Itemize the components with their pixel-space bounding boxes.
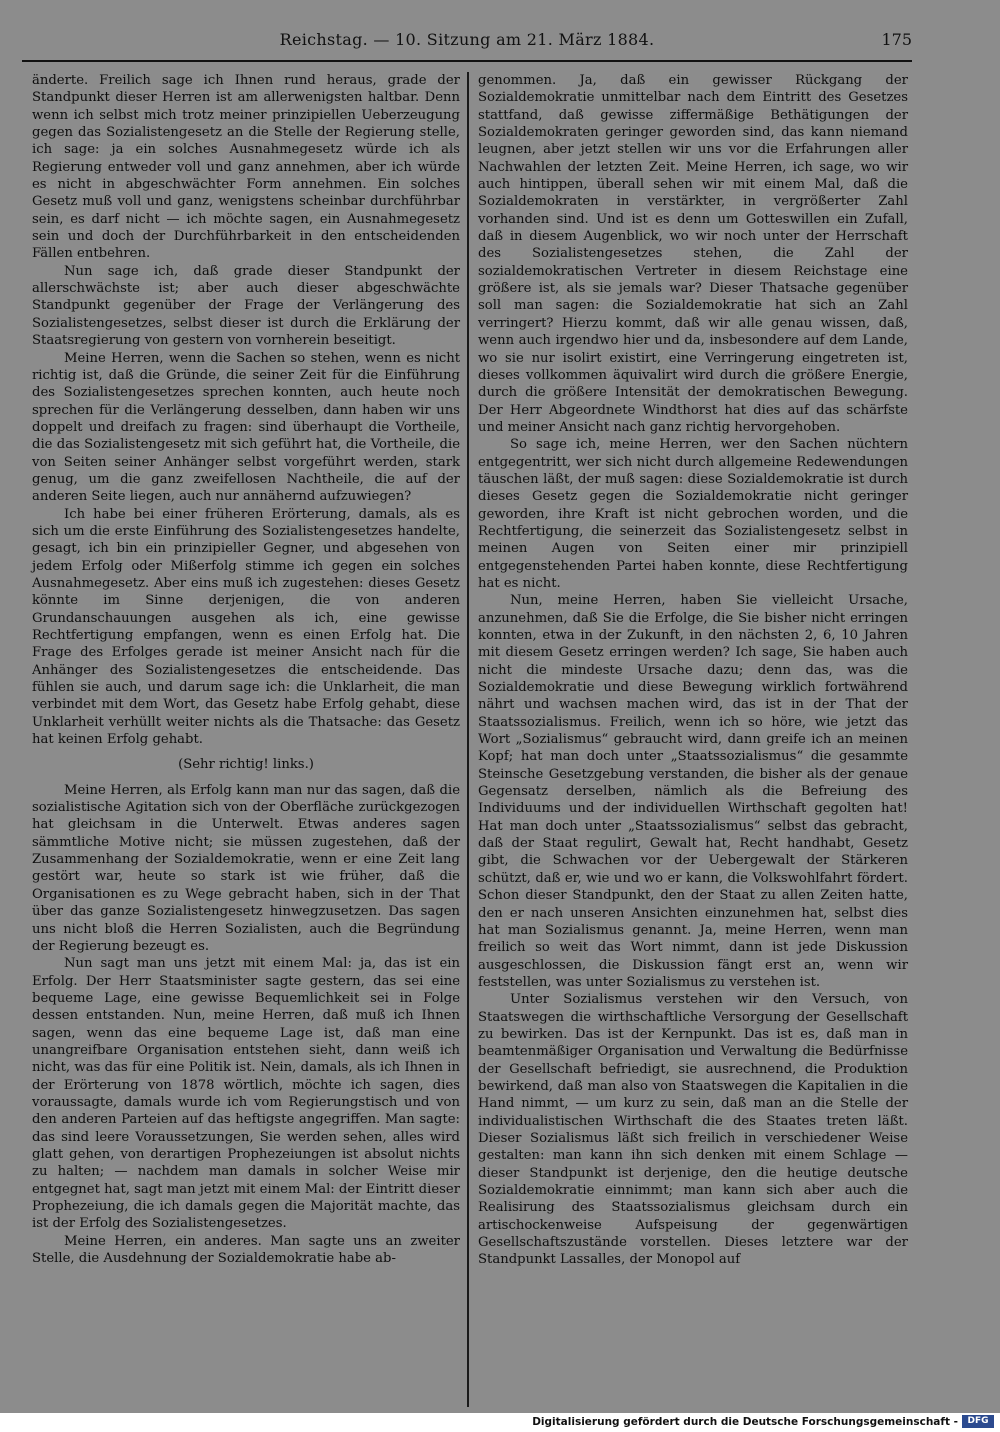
paragraph: Ich habe bei einer früheren Erörterung, damals, als es sich um die erste Einführung des Sozialistengesetzes handelte, gesagt, ich bin ein prinzipieller Gegner, und abgesehen von jedem Erfolg oder Mißerfolg stimme ich gegen ein solches Ausnahmegesetz. Aber eins muß ich zugestehen: dieses Gesetz könnte im Sinne derjenigen, die von anderen Grundanschauungen ausgehen als ich, eine gewisse Rechtfertigung empfangen, wenn es einen Erfolg hat. Die Frage des Erfolges gerade ist meiner Ansicht nach für die Anhänger des Sozialistengesetzes die entscheidende. Das fühlen sie auch, und darum sage ich: die Unklarheit, die man verbindet mit dem Wort, das Gesetz habe Erfolg gehabt, diese Unklarheit verhüllt weiter nichts als die Thatsache: das Gesetz hat keinen Erfolg gehabt. [32,506,460,748]
header-rule [22,60,912,62]
running-title: Reichstag. — 10. Sitzung am 21. März 1884. [279,30,655,49]
paragraph: Nun, meine Herren, haben Sie vielleicht Ursache, anzunehmen, daß Sie die Erfolge, die Sie bisher nicht erringen konnten, etwa in der Zukunft, in den nächsten 2, 6, 10 Jahren mit diesem Gesetz erringen werden? Ich sage, Sie haben auch nicht die mindeste Ursache dazu; denn das, was die Sozialdemokratie und diese Bewegung wirklich fortwährend nährt und wachsen machen wird, das ist in der That der Staatssozialismus. Freilich, wenn ich so höre, wie jetzt das Wort „Sozialismus“ gebraucht wird, dann greife ich an meinen Kopf; hat man doch unter „Staatssozialismus“ die gesammte Steinsche Gesetzgebung verstanden, die bisher als der genaue Gegensatz derselben, nämlich als die Befreiung des Individuums und der individuellen Wirthschaft gegolten hat! Hat man doch unter „Staatssozialismus“ selbst das gebracht, daß der Staat regulirt, Gewalt hat, Recht handhabt, Gesetz gibt, die Schwachen vor der Uebergewalt der Stärkeren schützt, daß er, wie und wo er kann, die Volkswohlfahrt fördert. Schon dieser Standpunkt, den der Staat zu allen Zeiten hatte, den er nach unseren Ansichten einzunehmen hat, selbst dies hat man Sozialismus genannt. Ja, meine Herren, wenn man freilich so weit das Wort nimmt, dann ist jede Diskussion ausgeschlossen, die Diskussion fängt erst an, wenn wir feststellen, was unter Sozialismus zu verstehen ist. [478,593,908,990]
dfg-logo: DFG [962,1415,994,1428]
interjection: (Sehr richtig! links.) [178,757,314,773]
paragraph: Meine Herren, als Erfolg kann man nur das sagen, daß die sozialistische Agitation sich von der Oberfläche zurückgezogen hat gleichsam in die Unterwelt. Etwas anderes sagen sämmtliche Motive nicht; sie müssen zugestehen, daß der Zusammenhang der Sozialdemokratie, wenn er eine Zeit lang gestört war, heute so stark ist wie früher, daß die Organisationen es zu Wege gebracht haben, sich in der That über das ganze Sozialistengesetz hinwegzusetzen. Das sagen uns nicht bloß die Herren Sozialisten, auch die Begründung der Regierung bezeugt es. [32,782,460,954]
paragraph: Nun sagt man uns jetzt mit einem Mal: ja, das ist ein Erfolg. Der Herr Staatsminister sagte gestern, das sei eine bequeme Lage, eine gewisse Bequemlichkeit sei in Folge dessen entstanden. Nun, meine Herren, daß muß ich Ihnen sagen, wenn das eine bequeme Lage ist, daß man eine unangreifbare Organisation entstehen sieht, dann weiß ich nicht, was das für eine Politik ist. Nein, damals, als ich Ihnen in der Erörterung von 1878 wörtlich, möchte ich sagen, dies voraussagte, damals wurde ich vom Regierungstisch und von den anderen Parteien auf das heftigste angegriffen. Man sagte: das sind leere Voraussetzungen, Sie werden sehen, alles wird glatt gehen, von derartigen Prophezeiungen ist absolut nichts zu halten; — nachdem man damals in solcher Weise mir entgegnet hat, sagt man jetzt mit einem Mal: der Eintritt dieser Prophezeiung, die ich damals gegen die Majorität machte, das ist der Erfolg des Sozialistengesetzes. [32,956,460,1232]
paragraph: Meine Herren, ein anderes. Man sagte uns an zweiter Stelle, die Ausdehnung der Sozialdemokratie habe ab- [32,1233,460,1267]
funding-credit: Digitalisierung gefördert durch die Deutsche Forschungsgemeinschaft - [532,1416,958,1428]
page-number: 175 [881,30,912,49]
right-column [478,72,908,1269]
page-header [22,30,912,58]
paragraph: änderte. Freilich sage ich Ihnen rund heraus, grade der Standpunkt dieser Herren ist am allerwenigsten haltbar. Denn wenn ich selbst mich trotz meiner prinzipiellen Ueberzeugung gegen das Sozialistengesetz an die Stelle der Regierung stelle, ich sage: ja ein solches Ausnahmegesetz würde ich als Regierung entweder voll und ganz annehmen, aber ich würde es nicht in abgeschwächter Form annehmen. Ein solches Gesetz muß voll und ganz, wenigstens scheinbar durchführbar sein, es darf nicht — ich möchte sagen, ein Ausnahmegesetz sein und doch der Durchführbarkeit in den entscheidenden Fällen entbehren. [32,73,460,262]
paragraph: genommen. Ja, daß ein gewisser Rückgang der Sozialdemokratie unmittelbar nach dem Eintritt des Gesetzes stattfand, daß gewisse ziffermäßige Bethätigungen der Sozialdemokraten geringer geworden sind, das kann niemand leugnen, aber jetzt stellen wir uns vor die Erfahrungen aller Nachwahlen der letzten Zeit. Meine Herren, ich sage, wo wir auch hintippen, überall sehen wir mit einem Mal, daß die Sozialdemokraten in verstärkter, in vergrößerter Zahl vorhanden sind. Und ist es denn um Gotteswillen ein Zufall, daß in diesem Augenblick, wo wir noch unter der Herrschaft des Sozialistengesetzes stehen, die Zahl der sozialdemokratischen Vertreter in diesem Reichstage eine größere ist, als sie jemals war? Dieser Thatsache gegenüber soll man sagen: die Sozialdemokratie hat sich an Zahl verringert? Hierzu kommt, daß wir alle genau wissen, daß, wenn auch irgendwo hier und da, insbesondere auf dem Lande, wo sie nur isolirt existirt, eine Verringerung eingetreten ist, dieses vollkommen äquivalirt wird durch die größere Energie, durch die größere Intensität der demokratischen Bewegung. Der Herr Abgeordnete Windthorst hat dies auf das schärfste und meiner Ansicht nach ganz richtig hervorgehoben. [478,73,908,435]
paragraph: Meine Herren, wenn die Sachen so stehen, wenn es nicht richtig ist, daß die Gründe, die seiner Zeit für die Einführung des Sozialistengesetzes sprechen konnten, auch heute noch sprechen für die Verlängerung desselben, dann haben wir uns doppelt und dreifach zu fragen: sind überhaupt die Vortheile, die das Sozialistengesetz mit sich geführt hat, die Vortheile, die von Seiten seiner Anhänger selbst vorgeführt werden, stark genug, um die ganz zweifellosen Nachtheile, die auf der anderen Seite liegen, auch nur annähernd aufzuwiegen? [32,350,460,505]
left-column [32,72,460,1267]
paragraph: Nun sage ich, daß grade dieser Standpunkt der allerschwächste ist; aber auch dieser abgeschwächte Standpunkt gegenüber der Frage der Verlängerung des Sozialistengesetzes, selbst dieser ist durch die Erklärung der Staatsregierung von gestern von vornherein beseitigt. [32,263,460,349]
paragraph: Unter Sozialismus verstehen wir den Versuch, von Staatswegen die wirthschaftliche Versorgung der Gesellschaft zu bewirken. Das ist der Kernpunkt. Das ist es, daß man in beamtenmäßiger Organisation und Verwaltung die Bedürfnisse der Gesellschaft befriedigt, sie ausrechnend, die Produktion bewirkend, daß man also von Staatswegen die Kapitalien in die Hand nimmt, — um kurz zu sein, daß man an die Stelle der individualistischen Wirthschaft die des Staates treten läßt. Dieser Sozialismus läßt sich freilich in verschiedener Weise gestalten: man kann ihn sich denken mit einem Schlage — dieser Standpunkt ist derjenige, den die heutige deutsche Sozialdemokratie einnimmt; man kann sich aber auch die Realisirung des Staatssozialismus gleichsam durch ein artischockenweise Aufspeisung der gegenwärtigen Gesellschaftszustände vorstellen. Dieses letztere war der Standpunkt Lassalles, der Monopol auf [478,992,908,1268]
paragraph: So sage ich, meine Herren, wer den Sachen nüchtern entgegentritt, wer sich nicht durch allgemeine Redewendungen täuschen läßt, der muß sagen: diese Sozialdemokratie ist durch dieses Gesetz gegen die Sozialdemokratie nicht geringer geworden, ihre Kraft ist nicht gebrochen worden, und die Rechtfertigung, die seinerzeit das Sozialistengesetz selbst in meinen Augen von Seiten einer mir prinzipiell entgegenstehenden Partei haben konnte, diese Rechtfertigung hat es nicht. [478,437,908,591]
column-divider [467,72,469,1407]
